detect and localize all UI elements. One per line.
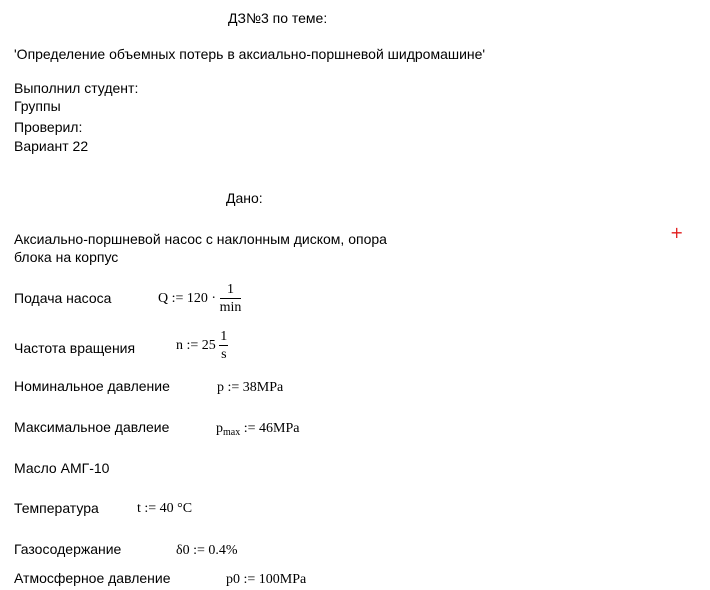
speed-fraction-denominator: s [221, 347, 227, 362]
flow-fraction-numerator: 1 [220, 283, 242, 299]
speed-fraction [219, 330, 228, 362]
nominal-pressure-label: Номинальное давление [14, 378, 170, 394]
oil-label: Масло АМГ-10 [14, 460, 110, 476]
variant-label: Вариант 22 [14, 138, 89, 154]
speed-equation [176, 330, 228, 362]
temperature-label: Температура [14, 500, 99, 516]
flow-fraction-denominator: min [219, 300, 242, 315]
flow-fraction [220, 283, 242, 315]
document-topic: 'Определение объемных потерь в аксиально-поршневой шидромашине' [14, 46, 486, 62]
flow-equation [158, 283, 241, 315]
max-pressure-label: Максимальное давлеие [14, 419, 170, 435]
document-title: ДЗ№3 по теме: [228, 10, 328, 26]
performed-by-label: Выполнил студент: [14, 80, 139, 96]
flow-lhs: Q := 120 · [158, 291, 217, 307]
group-label: Группы [14, 98, 61, 114]
flow-label: Подача насоса [14, 290, 112, 306]
atm-pressure-label: Атмосферное давление [14, 570, 171, 586]
checked-by-label: Проверил: [14, 119, 83, 135]
crosshair-cursor-icon: + [670, 223, 684, 242]
temperature-equation: t := 40 °C [137, 501, 193, 516]
speed-fraction-numerator: 1 [220, 329, 228, 344]
gas-content-equation: δ0 := 0.4% [176, 543, 238, 558]
given-heading: Дано: [226, 190, 263, 206]
speed-label: Частота вращения [14, 340, 136, 356]
speed-lhs: n := 25 [176, 338, 216, 354]
pump-description-line1: Аксиально-поршневой насос с наклонным диском, опора [14, 231, 387, 247]
nominal-pressure-equation: p := 38MPa [217, 380, 284, 395]
max-pressure-var: p [216, 421, 223, 436]
max-pressure-rhs: := 46MPa [243, 421, 300, 436]
atm-pressure-equation: p0 := 100MPa [226, 572, 307, 587]
max-pressure-subscript: max [223, 427, 241, 438]
gas-content-label: Газосодержание [14, 541, 122, 557]
max-pressure-equation [216, 421, 299, 441]
pump-description-line2: блока на корпус [14, 249, 119, 265]
